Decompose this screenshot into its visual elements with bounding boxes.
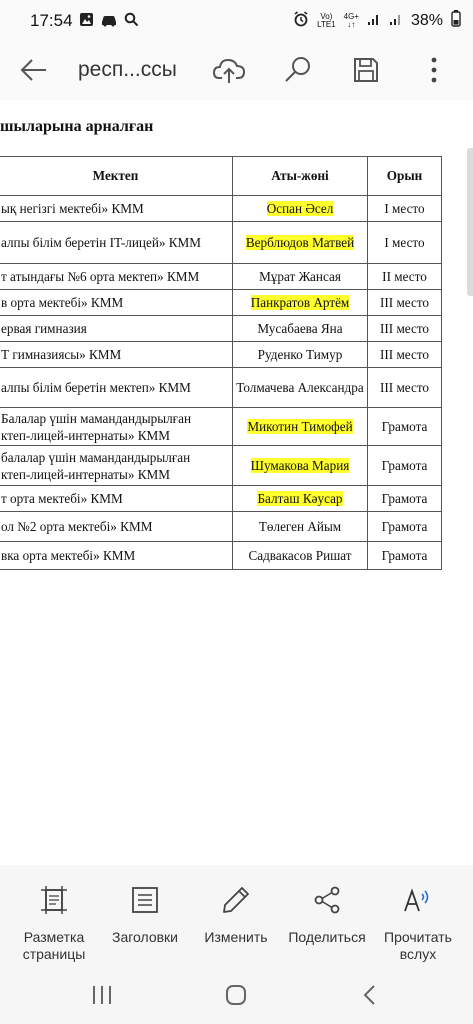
results-table <box>0 156 442 570</box>
table-row <box>0 486 442 512</box>
place-cell: III место <box>368 316 442 342</box>
headings-icon <box>130 885 160 915</box>
place-cell: Грамота <box>368 512 442 542</box>
student-name: Верблюдов Матвей <box>245 235 355 250</box>
save-icon <box>352 56 380 84</box>
student-name: Панкратов Артём <box>250 295 350 310</box>
back-button[interactable] <box>12 48 56 92</box>
school-cell: Балалар үшін мамандандырылған ктеп-лицей-интернаты» КММ <box>0 408 233 446</box>
signal-icon <box>389 12 403 31</box>
volte-icon: Vo) LTE1 <box>317 12 336 29</box>
document-heading: шыларына арналған <box>0 118 154 135</box>
document-view[interactable] <box>0 100 473 865</box>
read-aloud-label: Прочитать вслух <box>384 929 452 962</box>
edit-button[interactable] <box>189 883 283 946</box>
cloud-upload-icon <box>212 55 246 85</box>
student-name: Мұрат Жансая <box>259 269 341 284</box>
home-icon <box>224 983 248 1007</box>
page-layout-label: Разметка страницы <box>22 929 86 962</box>
table-row <box>0 290 442 316</box>
name-cell <box>233 264 368 290</box>
school-cell: ол №2 орта мектебі» КММ <box>0 512 233 542</box>
student-name: Толмачева Александра <box>236 380 364 395</box>
school-cell: в орта мектебі» КММ <box>0 290 233 316</box>
table-row <box>0 316 442 342</box>
document-title: респ...ссы <box>78 58 177 81</box>
school-cell: ық негізгі мектебі» КММ <box>0 196 233 222</box>
read-aloud-icon <box>401 885 435 915</box>
upload-button[interactable] <box>207 48 251 92</box>
table-row <box>0 342 442 368</box>
name-cell <box>233 542 368 570</box>
place-cell: I место <box>368 222 442 264</box>
back-arrow-icon <box>19 55 49 85</box>
search-status-icon <box>124 12 139 32</box>
search-icon <box>283 55 313 85</box>
name-cell <box>233 408 368 446</box>
headings-label: Заголовки <box>111 929 178 945</box>
table-row <box>0 542 442 570</box>
read-aloud-button[interactable] <box>371 883 465 963</box>
recent-apps-button[interactable] <box>82 979 122 1011</box>
name-cell <box>233 486 368 512</box>
place-cell: Грамота <box>368 542 442 570</box>
column-header-name: Аты-жөні <box>233 157 368 196</box>
car-icon <box>100 13 118 32</box>
school-cell: алпы білім беретін IT-лицей» КММ <box>0 222 233 264</box>
save-button[interactable] <box>344 48 388 92</box>
table-row <box>0 264 442 290</box>
name-cell <box>233 512 368 542</box>
table-row <box>0 368 442 408</box>
more-options-button[interactable] <box>412 48 456 92</box>
name-cell <box>233 290 368 316</box>
name-cell <box>233 368 368 408</box>
system-nav-bar <box>0 965 473 1024</box>
school-cell: алпы білім беретін мектеп» КММ <box>0 368 233 408</box>
school-cell: балалар үшін мамандандырылған ктеп-лицей-интернаты» КММ <box>0 446 233 486</box>
edit-label: Изменить <box>204 929 268 945</box>
more-vert-icon <box>429 56 439 84</box>
student-name: Садвакасов Ришат <box>248 548 352 563</box>
student-name: Балташ Кәусар <box>257 491 343 506</box>
student-name: Оспан Әсел <box>266 201 334 216</box>
back-icon <box>360 983 380 1007</box>
alarm-icon <box>293 11 309 32</box>
place-cell: II место <box>368 264 442 290</box>
school-cell: ервая гимназия <box>0 316 233 342</box>
table-header-row <box>0 157 442 196</box>
place-cell: III место <box>368 290 442 316</box>
name-cell <box>233 342 368 368</box>
app-toolbar <box>0 42 473 101</box>
place-cell: Грамота <box>368 446 442 486</box>
battery-percent: 38% <box>410 12 443 29</box>
school-cell: Т гимназиясы» КММ <box>0 342 233 368</box>
home-button[interactable] <box>216 979 256 1011</box>
place-cell: III место <box>368 368 442 408</box>
place-cell: III место <box>368 342 442 368</box>
student-name: Микотин Тимофей <box>247 419 353 434</box>
name-cell <box>233 196 368 222</box>
table-row <box>0 196 442 222</box>
bottom-action-bar <box>0 865 473 965</box>
table-row <box>0 222 442 264</box>
student-name: Мусабаева Яна <box>257 321 343 336</box>
signal-icon <box>367 12 381 31</box>
table-body <box>0 196 442 570</box>
school-cell: т атындағы №6 орта мектеп» КММ <box>0 264 233 290</box>
search-button[interactable] <box>276 48 320 92</box>
place-cell: I место <box>368 196 442 222</box>
column-header-place: Орын <box>368 157 442 196</box>
share-icon <box>312 885 342 915</box>
status-time: 17:54 <box>30 11 73 30</box>
school-cell: вка орта мектебі» КММ <box>0 542 233 570</box>
pencil-icon <box>221 885 251 915</box>
nav-back-button[interactable] <box>350 979 390 1011</box>
share-button[interactable] <box>280 883 374 946</box>
student-name: Төлеген Айым <box>258 519 342 534</box>
student-name: Шумакова Мария <box>250 458 350 473</box>
column-header-school: Мектеп <box>0 157 233 196</box>
gallery-icon <box>79 12 94 32</box>
battery-icon <box>451 10 461 32</box>
recent-apps-icon <box>90 984 114 1006</box>
place-cell: Грамота <box>368 486 442 512</box>
name-cell <box>233 222 368 264</box>
status-bar <box>0 0 473 42</box>
table-row <box>0 408 442 446</box>
scroll-handle[interactable] <box>467 148 473 296</box>
table-row <box>0 512 442 542</box>
share-label: Поделиться <box>288 929 366 945</box>
place-cell: Грамота <box>368 408 442 446</box>
name-cell <box>233 316 368 342</box>
school-cell: т орта мектебі» КММ <box>0 486 233 512</box>
page-layout-button[interactable] <box>7 883 101 963</box>
headings-button[interactable] <box>98 883 192 946</box>
network-4g-icon: 4G+ ↓↑ <box>343 12 359 29</box>
student-name: Руденко Тимур <box>257 347 343 362</box>
name-cell <box>233 446 368 486</box>
table-row <box>0 446 442 486</box>
page-layout-icon <box>38 884 70 916</box>
